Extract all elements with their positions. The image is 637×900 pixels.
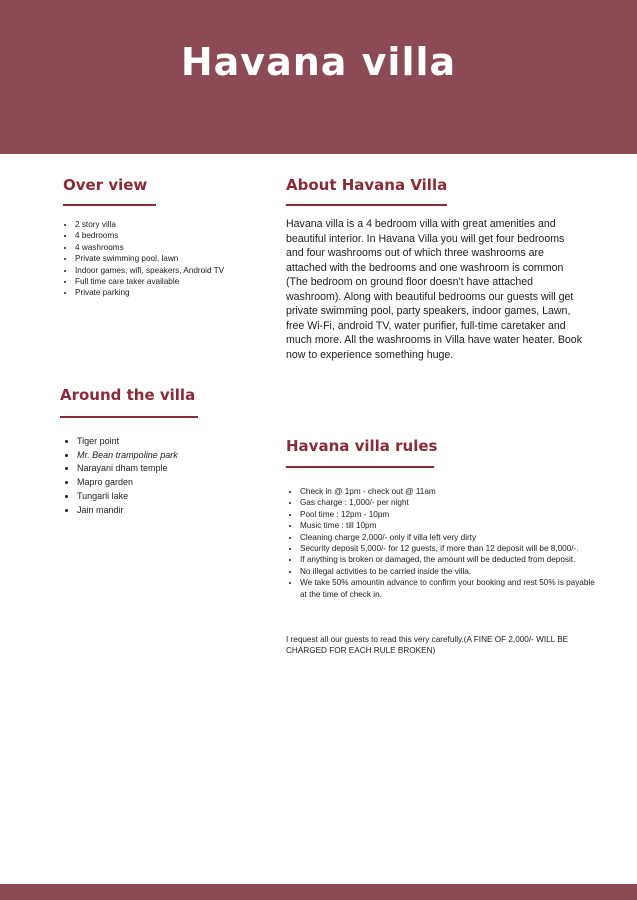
rules-list-item: • We take 50% amountin advance to confirm your booking and rest 50% is payable at the time of check in. [300,577,596,600]
overview-list-item: • 4 bedrooms [75,230,275,241]
overview-list-item: • Full time care taker available [75,276,275,287]
rules-list-item: • Cleaning charge 2,000/- only if villa left very dirty [300,532,596,543]
rules-list-item: • Pool time : 12pm - 10pm [300,509,596,520]
around-list-item: • Tiger point [77,435,277,449]
overview-list-item: • Private parking [75,287,275,298]
rules-list-item: • Check in @ 1pm - check out @ 11am [300,486,596,497]
overview-underline [63,204,156,206]
around-list-item: • Narayani dham temple [77,462,277,476]
rules-underline [286,466,434,468]
overview-list-item: • 4 washrooms [75,242,275,253]
around-list-item: • Mapro garden [77,476,277,490]
about-underline [286,204,447,206]
page-title: Havana villa [180,40,457,84]
footer-bar [0,884,637,900]
rules-list-item: • Music time : till 10pm [300,520,596,531]
rules-list-item: • Gas charge : 1,000/- per night [300,497,596,508]
around-list-item: • Tungarli lake [77,490,277,504]
overview-list-item: • Private swimming pool, lawn [75,253,275,264]
rules-list [287,486,596,600]
around-underline [60,416,198,418]
rules-list-item: • If anything is broken or damaged, the amount will be deducted from deposit. [300,554,596,565]
rules-notice: I request all our guests to read this very carefully.(A FINE OF 2,000/- WILL BE CHARGED FOR EACH RULE BROKEN) [286,635,569,656]
around-list-item: • Jain mandir [77,504,277,518]
overview-list-item: • 2 story villa [75,219,275,230]
overview-heading: Over view [63,176,148,194]
around-list [64,435,277,517]
rules-list-item: • No illegal activities to be carried inside the villa. [300,566,596,577]
about-body: Havana villa is a 4 bedroom villa with great amenities and beautiful interior. In Havana Villa you will get four bedrooms and four washrooms out of which three washrooms are attached with the bedrooms and one washroom is common (The bedroom on ground floor doesn't have attached washroom). Along with beautiful bedrooms our guests will get private swimming pool, party speakers, indoor games, Lawn, free Wi-Fi, android TV, water purifier, full-time caretaker and much more. All the washrooms in Villa have water heater. Book now to experience something huge. [286,218,582,361]
header-banner [0,0,637,154]
around-list-item: • Mr. Bean trampoline park [77,449,277,463]
about-heading: About Havana Villa [286,176,448,194]
rules-heading: Havana villa rules [286,437,438,455]
around-heading: Around the villa [60,386,196,404]
rules-list-item: • Security deposit 5,000/- for 12 guests, if more than 12 deposit will be 8,000/-. [300,543,596,554]
overview-list [62,219,275,299]
overview-list-item: • Indoor games, wifi, speakers, Android TV [75,265,275,276]
